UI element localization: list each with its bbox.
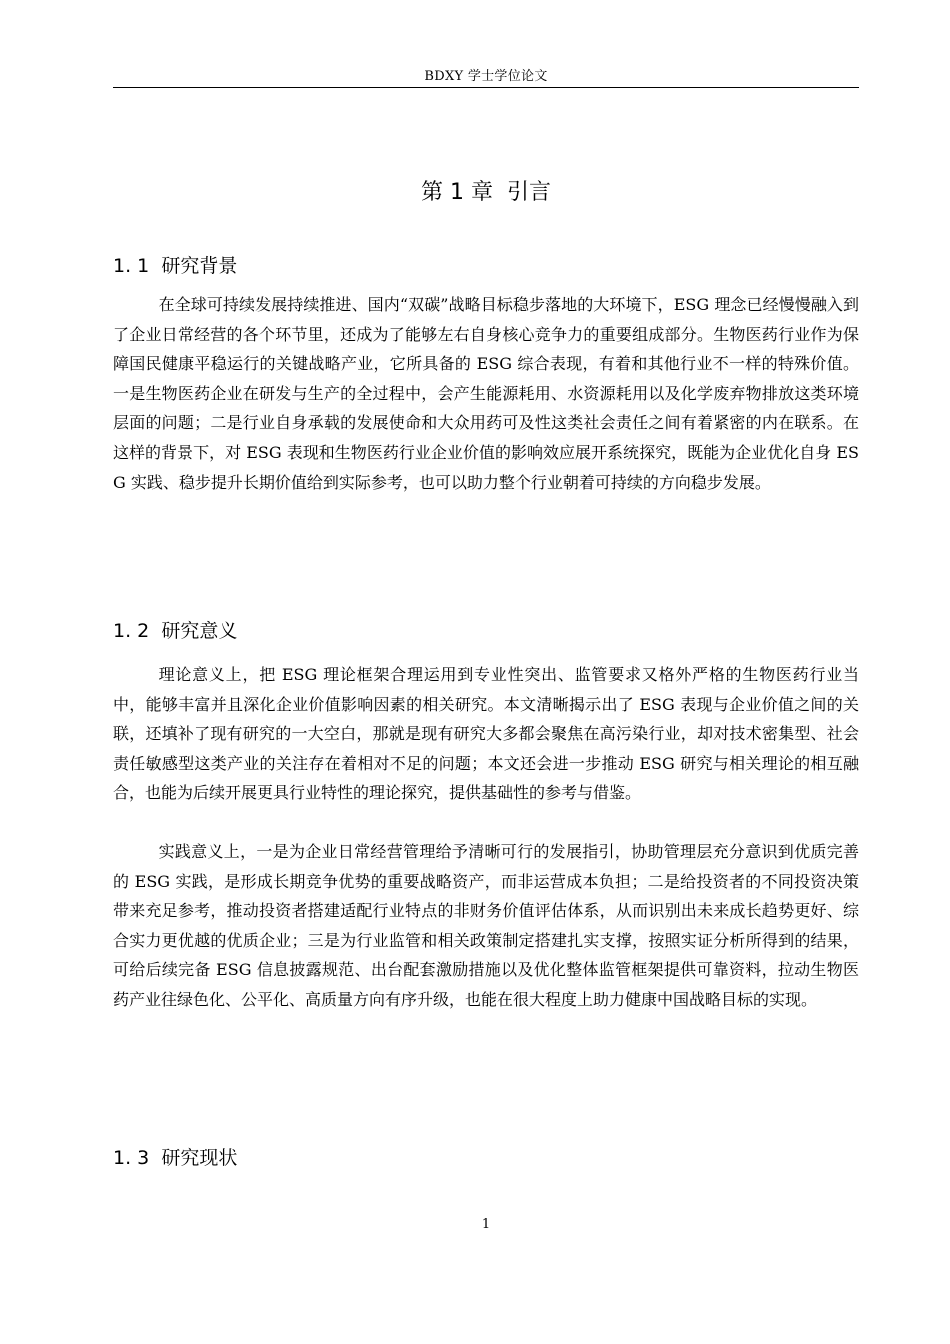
paragraph-background: 在全球可持续发展持续推进、国内“双碳”战略目标稳步落地的大环境下，ESG 理念已经慢慢融入到了企业日常经营的各个环节里，还成为了能够左右自身核心竞争力的重要组成部分。生物医药行业作为保障国民健康平稳运行的关键战略产业，它所具备的 ESG 综合表现，有着和其他行业不一样的特殊价值。一是生物医药企业在研发与生产的全过程中，会产生能源耗用、水资源耗用以及化学废弃物排放这类环境层面的问题；二是行业自身承载的发展使命和大众用药可及性这类社会责任之间有着紧密的内在联系。在这样的背景下，对 ESG 表现和生物医药行业企业价值的影响效应展开系统探究，既能为企业优化自身 ESG 实践、稳步提升长期价值给到实际参考，也可以助力整个行业朝着可持续的方向稳步发展。 [113, 295, 859, 492]
chapter-title: 第 1 章 引言 [421, 180, 551, 205]
page-number: 1 [481, 1217, 491, 1232]
section-heading-significance: 1. 2 研究意义 [113, 620, 238, 642]
paragraph-theoretical-significance: 理论意义上，把 ESG 理论框架合理运用到专业性突出、监管要求又格外严格的生物医药行业当中，能够丰富并且深化企业价值影响因素的相关研究。本文清晰揭示出了 ESG 表现与企业价值之间的关联，还填补了现有研究的一大空白，那就是现有研究大多都会聚焦在高污染行业，却对技术密集型、社会责任敏感型这类产业的关注存在着相对不足的问题；本文还会进一步推动 ESG 研究与相关理论的相互融合，也能为后续开展更具行业特性的理论探究，提供基础性的参考与借鉴。 [113, 665, 859, 803]
section-heading-background: 1. 1 研究背景 [113, 255, 238, 277]
paragraph-practical-significance: 实践意义上，一是为企业日常经营管理给予清晰可行的发展指引，协助管理层充分意识到优质完善的 ESG 实践，是形成长期竞争优势的重要战略资产，而非运营成本负担；二是给投资者的不同投资决策带来充足参考，推动投资者搭建适配行业特点的非财务价值评估体系，从而识别出未来成长趋势更好、综合实力更优越的优质企业；三是为行业监管和相关政策制定搭建扎实支撑，按照实证分析所得到的结果，可给后续完备 ESG 信息披露规范、出台配套激励措施以及优化整体监管框架提供可靠资料，拉动生物医药产业往绿色化、公平化、高质量方向有序升级，也能在很大程度上助力健康中国战略目标的实现。 [113, 842, 859, 1009]
header-rule [113, 87, 859, 88]
section-heading-status: 1. 3 研究现状 [113, 1147, 238, 1169]
running-header: BDXY 学士学位论文 [424, 69, 548, 84]
